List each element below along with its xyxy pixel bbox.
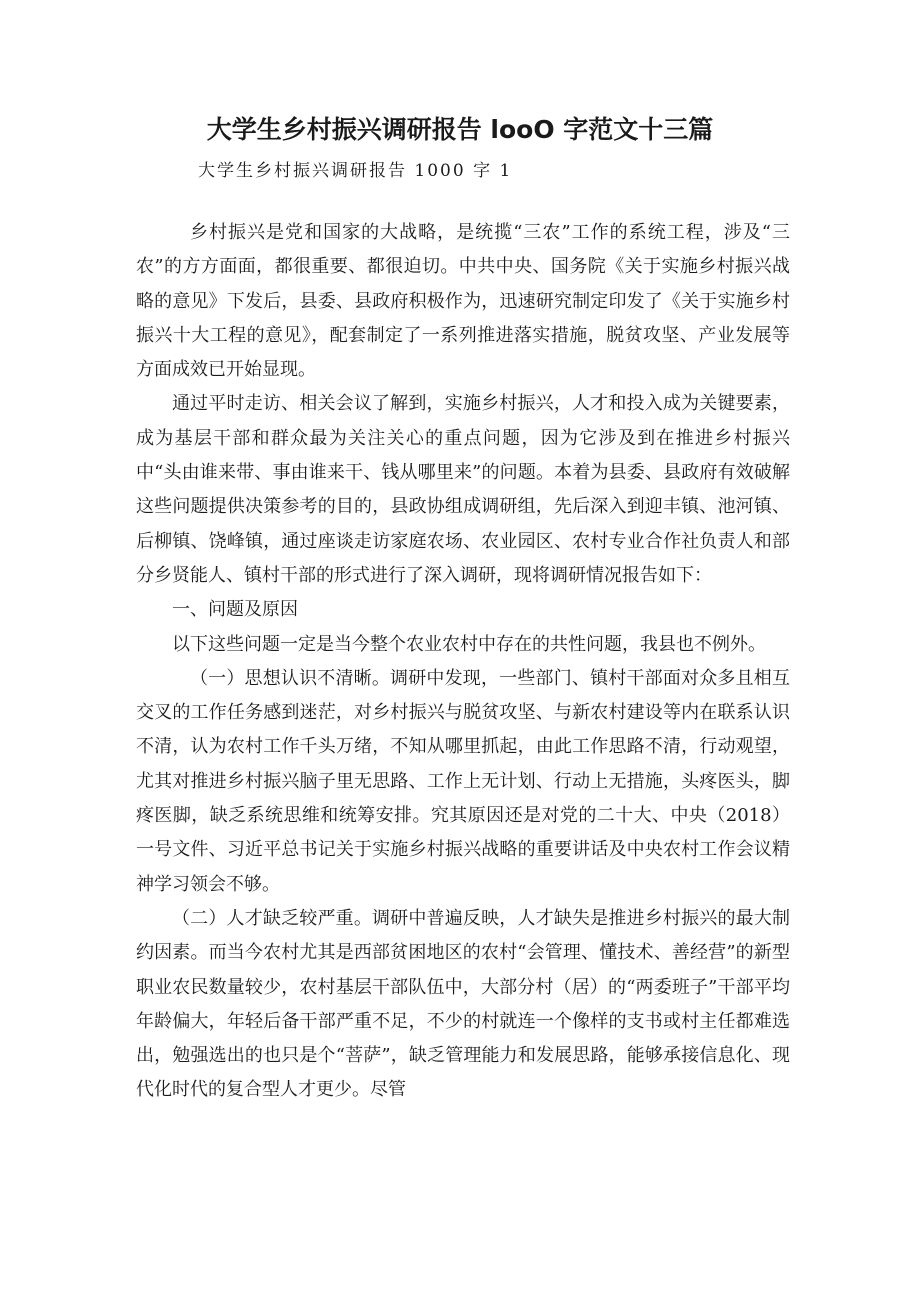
paragraph-common-issues: 以下这些问题一定是当今整个农业农村中存在的共性问题，我县也不例外。 — [172, 633, 766, 655]
section-heading: 一、问题及原因 — [172, 599, 298, 621]
paragraph-background: 通过平时走访、相关会议了解到，实施乡村振兴，人才和投入成为关键要素，成为基层干部和群众最为关注关心的重点问题，因为它涉及到在推进乡村振兴中“头由谁来带、事由谁来干、钱从哪里来”的问题。本着为县委、县政府有效破解这些问题提供决策参考的目的，县政协组成调研组，先后深入到迎丰镇、池河镇、后柳镇、饶峰镇，通过座谈走访家庭农场、农业园区、农村专业合作社负责人和部分乡贤能人、镇村干部的形式进行了深入调研，现将调研情况报告如下： — [136, 393, 790, 586]
document-subtitle: 大学生乡村振兴调研报告 1000 字 1 — [198, 161, 513, 181]
paragraph-issue-1: （一）思想认识不清晰。调研中发现，一些部门、镇村干部面对众多且相互交叉的工作任务感到迷茫，对乡村振兴与脱贫攻坚、与新农村建设等内在联系认识不清，认为农村工作千头万绪，不知从哪里抓起，由此工作思路不清，行动观望，尤其对推进乡村振兴脑子里无思路、工作上无计划、行动上无措施，头疼医头，脚疼医脚，缺乏系统思维和统筹安排。究其原因还是对党的二十大、中央（2018）一号文件、习近平总书记关于实施乡村振兴战略的重要讲话及中央农村工作会议精神学习领会不够。 — [136, 667, 790, 895]
document-title: 大学生乡村振兴调研报告 looO 字范文十三篇 — [206, 115, 714, 144]
document-body — [136, 216, 790, 1108]
paragraph-intro: 乡村振兴是党和国家的大战略，是统揽“三农”工作的系统工程，涉及“三农”的方方面面，都很重要、都很迫切。中共中央、国务院《关于实施乡村振兴战略的意见》下发后，县委、县政府积极作为，迅速研究制定印发了《关于实施乡村振兴十大工程的意见》，配套制定了一系列推进落实措施，脱贫攻坚、产业发展等方面成效已开始显现。 — [136, 222, 790, 381]
paragraph-issue-2: （二）人才缺乏较严重。调研中普遍反映，人才缺失是推进乡村振兴的最大制约因素。而当今农村尤其是西部贫困地区的农村“会管理、懂技术、善经营”的新型职业农民数量较少，农村基层干部队伍中，大部分村（居）的“两委班子”干部平均年龄偏大，年轻后备干部严重不足，不少的村就连一个像样的支书或村主任都难选出，勉强选出的也只是个“菩萨”，缺乏管理能力和发展思路，能够承接信息化、现代化时代的复合型人才更少。尽管 — [136, 907, 790, 1101]
